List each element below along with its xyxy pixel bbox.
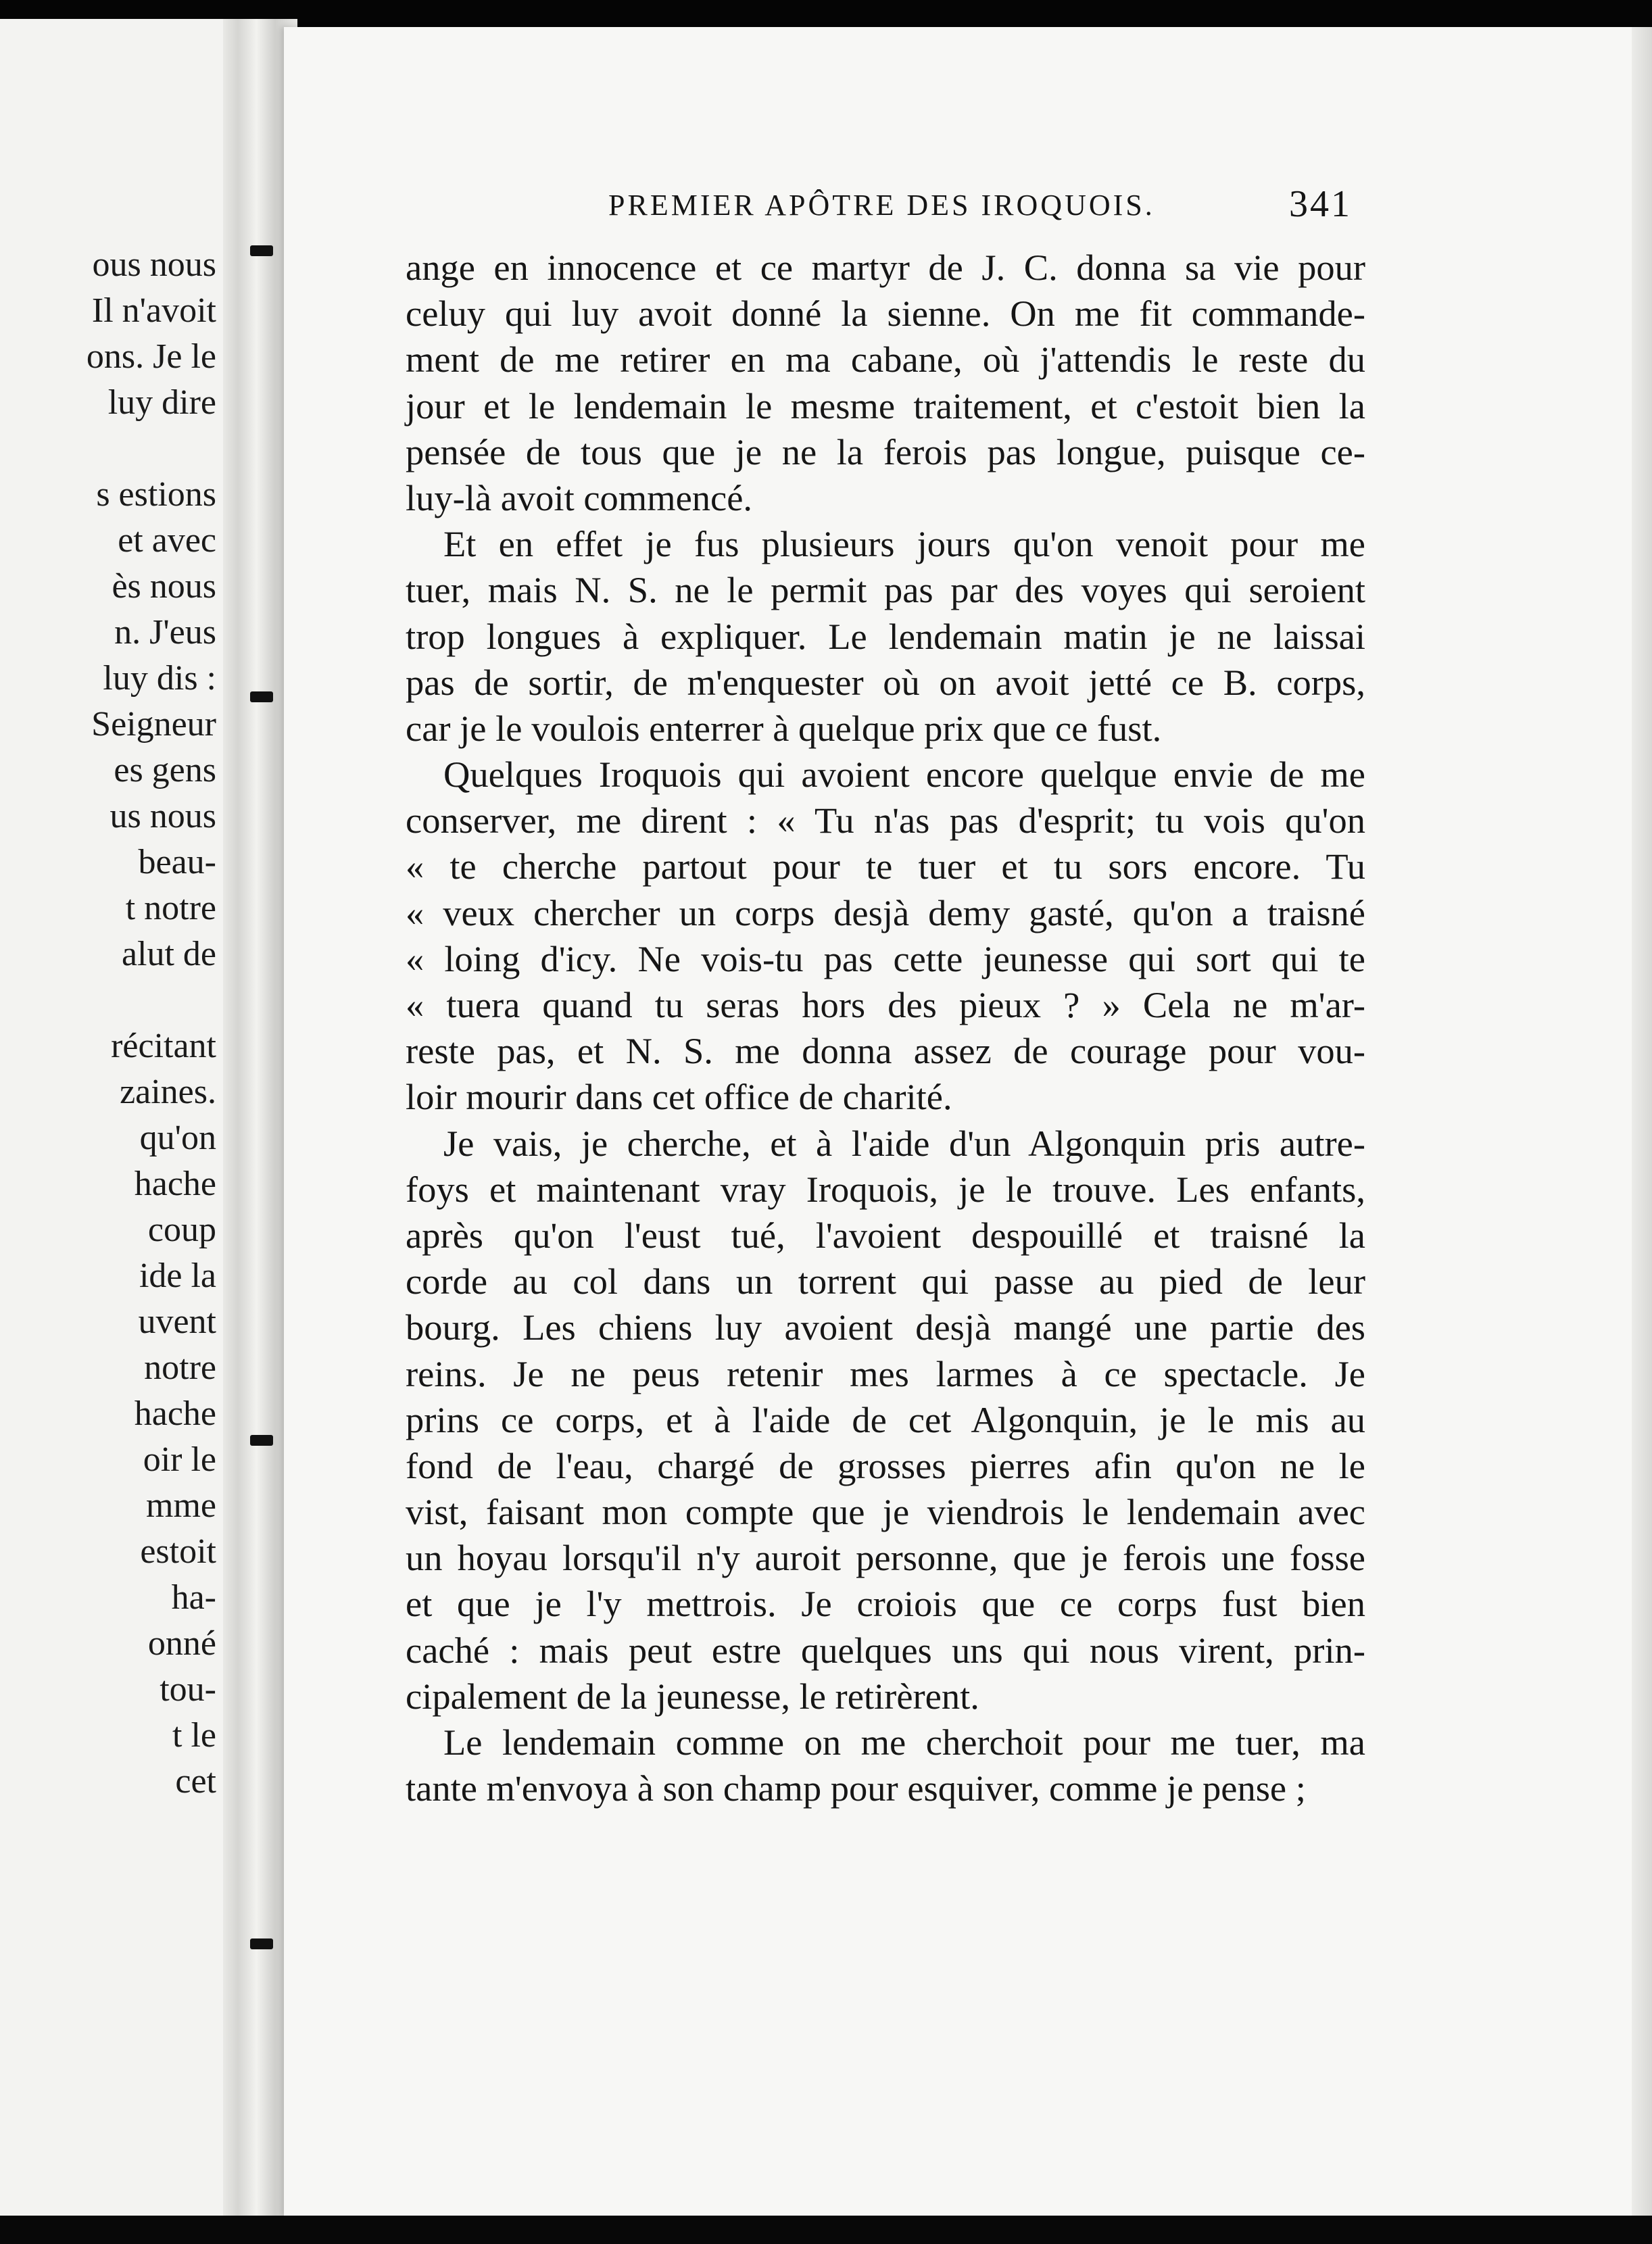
text-line: bourg. Les chiens luy avoient desjà mangé une partie des (406, 1307, 1365, 1348)
left-page-line: mme (146, 1486, 216, 1525)
text-line: ment de me retirer en ma cabane, où j'attendis le reste du (406, 339, 1365, 381)
text-line: corde au col dans un torrent qui passe au pied de leur (406, 1261, 1365, 1302)
left-page-line: Seigneur (91, 705, 216, 743)
left-page-line: Il n'avoit (91, 291, 216, 330)
text-line: foys et maintenant vray Iroquois, je le trouve. Les enfants, (406, 1168, 1365, 1210)
text-line: conserver, me dirent : « Tu n'as pas d'esprit; tu vois qu'on (406, 800, 1365, 842)
page-header (608, 182, 1365, 230)
left-page-line: zaines. (120, 1073, 216, 1111)
left-page-line: et avec (118, 521, 216, 560)
left-page-line: n. J'eus (114, 613, 216, 652)
left-page-line: luy dire (107, 383, 216, 422)
text-line: « loing d'icy. Ne vois-tu pas cette jeunesse qui sort qui te (406, 937, 1365, 979)
text-line: « veux chercher un corps desjà demy gasté, qu'on a traisné (406, 892, 1365, 933)
left-page-line: coup (147, 1211, 216, 1249)
text-line: reins. Je ne peus retenir mes larmes à ce spectacle. Je (406, 1352, 1365, 1394)
text-line: car je le voulois enterrer à quelque prix que ce fust. (406, 707, 1162, 749)
text-line: un hoyau lorsqu'il n'y auroit personne, que je ferois une fosse (406, 1537, 1365, 1579)
text-line: vist, faisant mon compte que je viendrois le lendemain avec (406, 1491, 1365, 1533)
left-page-line: ide la (139, 1257, 216, 1295)
left-page-line: estoit (140, 1532, 216, 1571)
text-line: Quelques Iroquois qui avoient encore quelque envie de me (443, 754, 1365, 796)
left-page-line: ès nous (112, 567, 216, 606)
left-page-line: luy dis : (103, 659, 216, 698)
text-line: luy-là avoit commencé. (406, 477, 753, 518)
body-text (406, 245, 1365, 1811)
left-page-line: hache (134, 1165, 216, 1203)
left-page-line (87, 977, 216, 1023)
scan-bottom-border (0, 2216, 1652, 2244)
text-line: Le lendemain comme on me cherchoit pour me tuer, ma (443, 1722, 1365, 1763)
left-page-line: ons. Je le (86, 337, 216, 376)
text-line: reste pas, et N. S. me donna assez de courage pour vou- (406, 1030, 1365, 1072)
left-page-line: us nous (110, 797, 216, 835)
text-line: fond de l'eau, chargé de grosses pierres afin qu'on ne le (406, 1444, 1365, 1486)
text-line: « tuera quand tu seras hors des pieux ? » Cela ne m'ar- (406, 984, 1365, 1025)
left-page-line: uvent (138, 1302, 216, 1341)
left-page-line: notre (144, 1348, 216, 1387)
text-line: Je vais, je cherche, et à l'aide d'un Algonquin pris autre- (443, 1122, 1365, 1164)
text-line: cipalement de la jeunesse, le retirèrent. (406, 1675, 979, 1717)
text-line: « te cherche partout pour te tuer et tu sors encore. Tu (406, 846, 1365, 887)
text-line: tante m'envoya à son champ pour esquiver, comme je pense ; (406, 1767, 1306, 1809)
text-line: Et en effet je fus plusieurs jours qu'on venoit pour me (443, 523, 1365, 565)
left-page-line: s estions (96, 475, 216, 514)
left-page-line: récitant (111, 1027, 216, 1065)
binding-stitch (250, 245, 273, 256)
page-number: 341 (1289, 183, 1352, 225)
left-page-line: cet (175, 1762, 216, 1801)
left-page-line: qu'on (139, 1119, 216, 1157)
text-line: après qu'on l'eust tué, l'avoient despouillé et traisné la (406, 1214, 1365, 1256)
text-line: ange en innocence et ce martyr de J. C. donna sa vie pour (406, 247, 1365, 288)
binding-stitch (250, 1435, 273, 1446)
text-line: et que je l'y mettrois. Je croiois que ce corps fust bien (406, 1583, 1365, 1625)
text-line: trop longues à expliquer. Le lendemain matin je ne laissai (406, 615, 1365, 657)
left-page-line (87, 426, 216, 472)
left-page-line: ha- (171, 1578, 216, 1617)
text-line: pensée de tous que je ne la ferois pas longue, puisque ce- (406, 431, 1365, 472)
left-page-line: tou- (160, 1670, 216, 1709)
left-page-text (87, 242, 216, 1805)
left-page-line: es gens (114, 751, 216, 789)
left-page-line: t le (172, 1716, 216, 1755)
left-page-line: ous nous (92, 245, 216, 284)
running-head: PREMIER APÔTRE DES IROQUOIS. (608, 189, 1155, 222)
page-edge (1632, 27, 1652, 2217)
left-page-line: alut de (121, 935, 216, 973)
text-line: tuer, mais N. S. ne le permit pas par des voyes qui seroient (406, 569, 1365, 611)
left-page-line: oir le (143, 1440, 216, 1479)
text-line: caché : mais peut estre quelques uns qui nous virent, prin- (406, 1629, 1365, 1671)
text-line: pas de sortir, de m'enquester où on avoit jetté ce B. corps, (406, 661, 1365, 703)
left-page-line: beau- (138, 843, 216, 881)
left-page-line: t notre (125, 889, 216, 927)
binding-stitch (250, 1938, 273, 1949)
left-page-line: onné (147, 1624, 216, 1663)
text-line: loir mourir dans cet office de charité. (406, 1076, 952, 1118)
text-line: jour et le lendemain le mesme traitement, et c'estoit bien la (406, 385, 1365, 426)
left-page-line: hache (134, 1394, 216, 1433)
binding-stitch (250, 691, 273, 702)
text-line: prins ce corps, et à l'aide de cet Algonquin, je le mis au (406, 1398, 1365, 1440)
text-line: celuy qui luy avoit donné la sienne. On me fit commande- (406, 293, 1365, 335)
left-page-fragment (0, 19, 230, 2216)
